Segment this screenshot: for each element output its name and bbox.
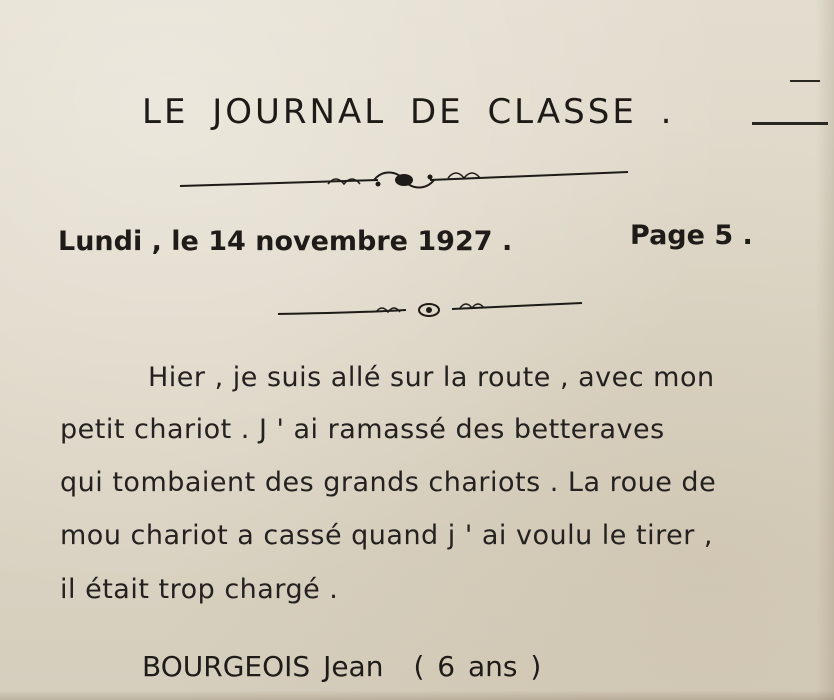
- margin-mark: [790, 80, 820, 82]
- body-line-4: mou chariot a cassé quand j ' ai voulu le tirer ,: [60, 520, 713, 551]
- author-name: BOURGEOIS Jean: [142, 650, 384, 683]
- body-line-1: Hier , je suis allé sur la route , avec mon: [148, 362, 715, 393]
- signature: [142, 650, 541, 683]
- body-line-5: il était trop chargé .: [60, 574, 339, 605]
- title-ornament: [178, 168, 630, 194]
- date-line: Lundi , le 14 novembre 1927 .: [58, 226, 513, 257]
- paper-edge-shadow: [816, 0, 834, 700]
- body-line-3: qui tombaient des grands chariots . La roue de: [60, 467, 717, 498]
- journal-title: LE JOURNAL DE CLASSE .: [142, 92, 675, 132]
- paper-bottom-shadow: [0, 690, 834, 700]
- body-line-2: petit chariot . J ' ai ramassé des betteraves: [60, 414, 665, 445]
- author-age: ( 6 ans ): [413, 650, 542, 683]
- page-number: Page 5 .: [630, 220, 753, 251]
- margin-mark: [752, 122, 828, 125]
- date-ornament: [276, 298, 584, 320]
